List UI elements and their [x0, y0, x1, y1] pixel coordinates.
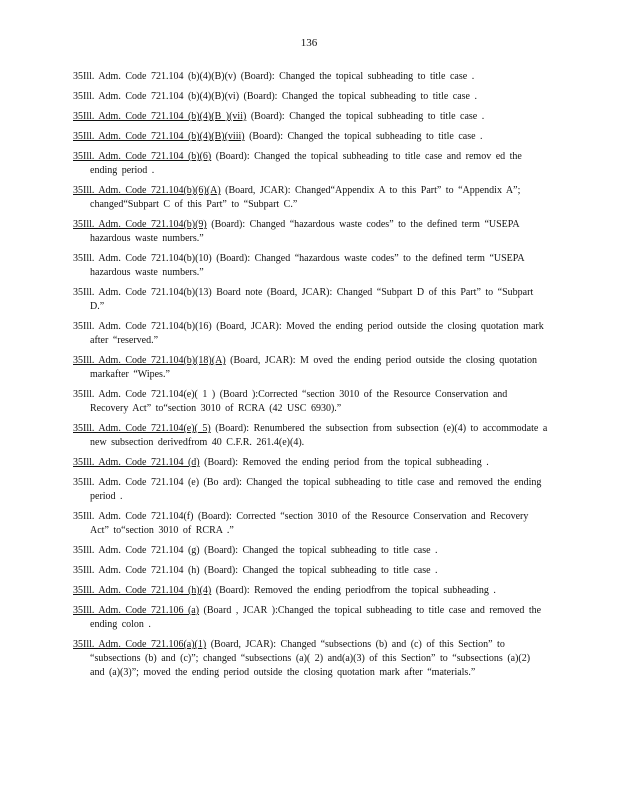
- entry-citation: 35Ill. Adm. Code 721.104(b)(16): [73, 321, 212, 332]
- amendment-list: [73, 70, 548, 686]
- entry-description: (Board): Changed the topical subheading to title case .: [244, 131, 483, 142]
- amendment-entry: [73, 510, 548, 538]
- entry-citation: 35Ill. Adm. Code 721.104 (b)(4)(B)(vi): [73, 91, 240, 102]
- entry-description: (Board , JCAR ):Changed the topical subheading to title case and removed the ending colon .: [90, 605, 542, 630]
- amendment-entry: [73, 544, 548, 558]
- amendment-entry: [73, 388, 548, 416]
- entry-description: (Board, JCAR): Changed “subsections (b) and (c) of this Section” to “subsections (b) and (c)”; changed “subsections (a)( 2) and(a)(3) of this Section” to “subsections (a)(2) and (a)(3)”; moved the ending period outside the closing quotation mark after “materials.”: [90, 639, 531, 678]
- amendment-entry: [73, 604, 548, 632]
- entry-description: (Board): Changed the topical subheading to title case .: [239, 91, 477, 102]
- entry-citation: 35Ill. Adm. Code 721.106 (a): [73, 605, 200, 616]
- entry-description: (Board, JCAR): Changed“Appendix A to this Part” to “Appendix A”; changed“Subpart C of this Part” to “Subpart C.”: [90, 185, 521, 210]
- entry-citation: 35Ill. Adm. Code 721.104 (g): [73, 545, 200, 556]
- entry-citation: 35Ill. Adm. Code 721.104(b)(6)(A): [73, 185, 221, 196]
- entry-citation: 35Ill. Adm. Code 721.104(e)( 5): [73, 423, 211, 434]
- page-number: 136: [300, 37, 318, 49]
- entry-description: (Board): Renumbered the subsection from subsection (e)(4) to accommodate a new subsection derivedfrom 40 C.F.R. 261.4(e)(4).: [90, 423, 548, 448]
- entry-description: (Board): Corrected “section 3010 of the Resource Conservation and Recovery Act” to“section 3010 of RCRA .”: [90, 511, 529, 536]
- entry-citation: 35Ill. Adm. Code 721.104 (b)(6): [73, 151, 212, 162]
- entry-description: (Board): Removed the ending periodfrom the topical subheading .: [211, 585, 496, 596]
- amendment-entry: [73, 320, 548, 348]
- entry-description: (Board): Changed the topical subheading to title case .: [199, 545, 438, 556]
- entry-description: (Board ):Corrected “section 3010 of the Resource Conservation and Recovery Act” to“section 3010 of RCRA (42 USC 6930).”: [90, 389, 508, 414]
- entry-description: (Board): Changed “hazardous waste codes” to the defined term “USEPA hazardous waste numbers.”: [90, 253, 525, 278]
- entry-citation: 35Ill. Adm. Code 721.104 (e): [73, 477, 200, 488]
- entry-citation: 35Ill. Adm. Code 721.104 (h): [73, 565, 200, 576]
- amendment-entry: [73, 564, 548, 578]
- entry-description: (Board, JCAR): M oved the ending period outside the closing quotation markafter “Wipes.”: [90, 355, 538, 380]
- entry-citation: 35Ill. Adm. Code 721.104(e)( 1 ): [73, 389, 216, 400]
- entry-description: (Board): Changed the topical subheading to title case and remov ed the ending period .: [90, 151, 522, 176]
- amendment-entry: [73, 422, 548, 450]
- entry-citation: 35Ill. Adm. Code 721.104(b)(13): [73, 287, 212, 298]
- entry-citation: 35Ill. Adm. Code 721.104(b)(9): [73, 219, 207, 230]
- entry-citation: 35Ill. Adm. Code 721.104(f): [73, 511, 194, 522]
- amendment-entry: [73, 184, 548, 212]
- entry-citation: 35Ill. Adm. Code 721.106(a)(1): [73, 639, 207, 650]
- entry-citation: 35Ill. Adm. Code 721.104 (b)(4)(B)(viii): [73, 131, 245, 142]
- entry-description: (Board): Changed “hazardous waste codes” to the defined term “USEPA hazardous waste numbers.”: [90, 219, 520, 244]
- amendment-entry: [73, 110, 548, 124]
- entry-description: (Board): Changed the topical subheading to title case .: [236, 71, 475, 82]
- amendment-entry: [73, 354, 548, 382]
- entry-citation: 35Ill. Adm. Code 721.104 (h)(4): [73, 585, 212, 596]
- entry-description: (Board): Removed the ending period from the topical subheading .: [199, 457, 489, 468]
- amendment-entry: [73, 218, 548, 246]
- entry-description: (Bo ard): Changed the topical subheading to title case and removed the ending period .: [90, 477, 542, 502]
- amendment-entry: [73, 638, 548, 680]
- amendment-entry: [73, 90, 548, 104]
- amendment-entry: [73, 584, 548, 598]
- amendment-entry: [73, 130, 548, 144]
- amendment-entry: [73, 456, 548, 470]
- amendment-entry: [73, 150, 548, 178]
- entry-citation: 35Ill. Adm. Code 721.104 (d): [73, 457, 200, 468]
- entry-description: (Board, JCAR): Moved the ending period outside the closing quotation mark after “reserved.”: [90, 321, 544, 346]
- entry-description: Board note (Board, JCAR): Changed “Subpart D of this Part” to “Subpart D.”: [90, 287, 534, 312]
- amendment-entry: [73, 252, 548, 280]
- amendment-entry: [73, 70, 548, 84]
- entry-citation: 35Ill. Adm. Code 721.104(b)(10): [73, 253, 212, 264]
- entry-citation: 35Ill. Adm. Code 721.104(b)(18)(A): [73, 355, 226, 366]
- entry-description: (Board): Changed the topical subheading to title case .: [246, 111, 485, 122]
- entry-citation: 35Ill. Adm. Code 721.104 (b)(4)(B)(v): [73, 71, 237, 82]
- entry-citation: 35Ill. Adm. Code 721.104 (b)(4)(B )(vii): [73, 111, 247, 122]
- entry-description: (Board): Changed the topical subheading to title case .: [199, 565, 438, 576]
- amendment-entry: [73, 286, 548, 314]
- amendment-entry: [73, 476, 548, 504]
